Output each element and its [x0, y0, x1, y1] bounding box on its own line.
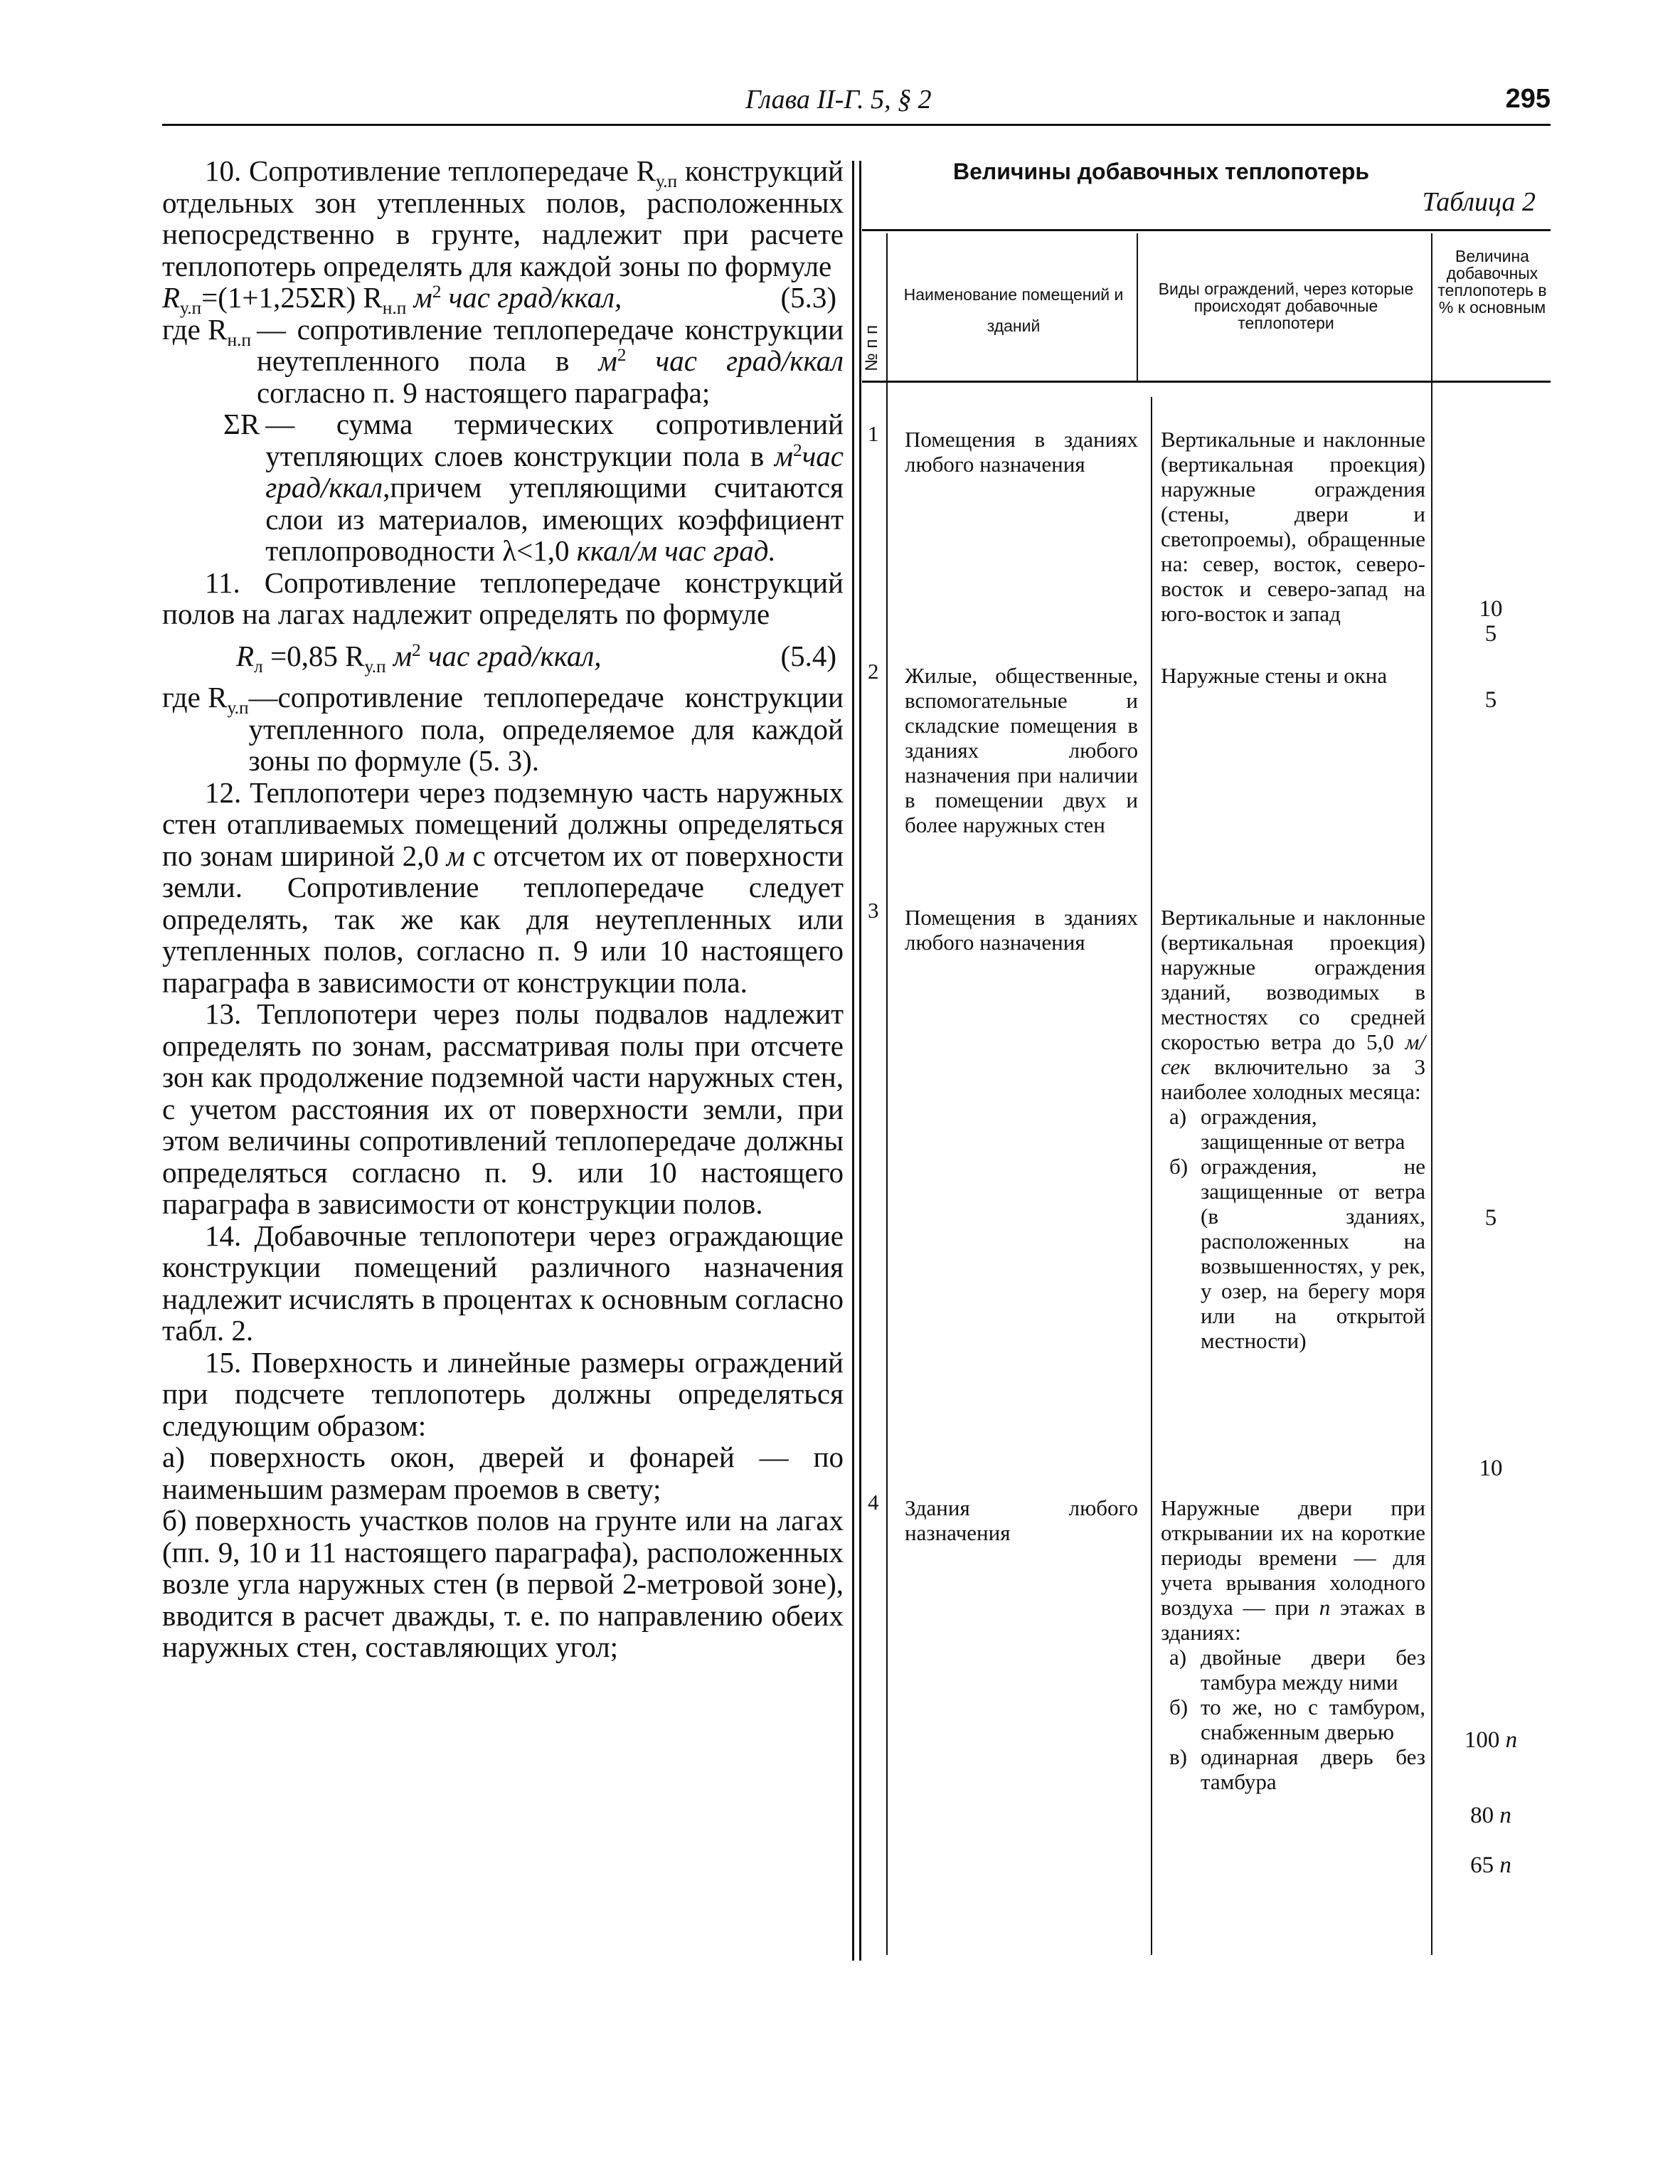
- row-value: 100 n: [1464, 1727, 1518, 1753]
- table-2: [862, 229, 1551, 1965]
- row-value: 10: [1479, 596, 1503, 622]
- row-types: Наружные двери при открывании их на короткие периоды времени — для учета врывания холодного воздуха — при n этажах в зданиях: а) двойные двери без тамбура между ними б) то же, но с тамбуром, снабженным дверью в) одинарная дверь без тамбура: [1161, 1495, 1425, 1794]
- definition-sum-r: ΣR — сумма термических сопротивлений утепляющих слоев конструкции пола в $м^2час$ град/ккал,причем утепляющими считаются слои из материалов, имеющих коэффициент теплопроводности λ<1,0 ккал/м час град.: [223, 408, 844, 567]
- paragraph-15: 15. Поверхность и линейные размеры ограждений при подсчете теплопотерь должны определяться следующим образом:: [162, 1345, 844, 1442]
- definition-rup: где $R_{у.п}$ —сопротивление теплопередаче конструкции утепленного пола, определяемое для каждой зоны по формуле (5. 3).: [162, 681, 844, 777]
- table-title: Величины добавочных теплопотерь: [953, 159, 1370, 184]
- row-number: 1: [868, 421, 879, 446]
- row-name: Здания любого назначения: [905, 1495, 1138, 1545]
- sub-item: в) одинарная дверь без тамбура: [1169, 1744, 1425, 1794]
- formula-5-4: $R_л =0,85$ $R_{у.п}$ $м^2$ час град/ккал, (5.4): [236, 639, 836, 677]
- row-types: Вертикальные и наклонные (вертикальная проекция) наружные ограждения зданий, возводимых в местностях со средней скоростью ветра до 5,0 м/сек включительно за 3 наиболее холодных месяца: а) ограждения, защищенные от ветра б) ограждения, не защищенные от ветра (в зданиях, расположенных на возвышенностях, у рек, у озер, на берегу моря или на открытой местности): [1161, 905, 1425, 1353]
- row-value: 10: [1479, 1456, 1503, 1481]
- paragraph-13: 13. Теплопотери через полы подвалов надлежит определять по зонам, рассматривая полы при отсчете зон как продолжение подземной части наружных стен, с учетом расстояния их от поверхности земли, при этом величины сопротивлений теплопередаче должны определяться согласно п. 9. или 10 настоящего параграфа в зависимости от конструкции полов.: [162, 997, 844, 1220]
- row-types: Наружные стены и окна: [1161, 663, 1388, 688]
- sub-item: а) ограждения, защищенные от ветра: [1169, 1104, 1405, 1154]
- page-header: [162, 84, 1551, 126]
- row-name: Помещения в зданиях любого назначения: [905, 427, 1138, 477]
- table-col-divider: [1137, 233, 1138, 381]
- header-value: Величина добавочных теплопотерь в % к основным: [1437, 247, 1547, 317]
- formula-5-3: $R_{у.п}=(1+1,25\Sigma R)$ $R_{н.п}$ $м^2$ час град/ккал, (5.3): [162, 281, 836, 318]
- sub-item: б) ограждения, не защищенные от ветра (в зданиях, расположенных на возвышенностях, у рек, у озер, на берегу моря или на открытой местности): [1169, 1154, 1425, 1353]
- formula-number: (5.4): [780, 639, 836, 672]
- row-types: Вертикальные и наклонные (вертикальная проекция) наружные ограждения (стены, двери и светопроемы), обращенные на: север, восток, северо-восток и северо-запад на юго-восток и запад: [1161, 427, 1425, 626]
- paragraph-15b: б) поверхность участков полов на грунте или на лагах (пп. 9, 10 и 11 настоящего параграфа), расположенных возле угла наружных стен (в первой 2-метровой зоне), вводится в расчет дважды, т. е. по направлению обеих наружных стен, составляющих угол;: [162, 1504, 844, 1663]
- table-col-divider: [886, 233, 888, 1955]
- row-value: 5: [1484, 1205, 1497, 1231]
- row-value: 5: [1484, 621, 1497, 647]
- running-title: Глава II-Г. 5, § 2: [745, 85, 932, 115]
- row-name: Помещения в зданиях любого назначения: [905, 905, 1138, 955]
- row-value: 65 n: [1470, 1852, 1511, 1878]
- definition-rnp: где $R_{н.п}$ — сопротивление теплопередаче конструкции неутепленного пола в $м^2$ час град/ккал согласно п. 9 настоящего параграфа;: [162, 312, 844, 409]
- table-header-rule: [862, 381, 1551, 383]
- column-separator: [852, 161, 861, 1961]
- paragraph-15a: а) поверхность окон, дверей и фонарей — по наименьшим размерам проемов в свету;: [162, 1441, 844, 1505]
- sub-item: б) то же, но с тамбуром, снабженным дверью: [1169, 1695, 1425, 1744]
- row-number: 2: [868, 659, 879, 684]
- paragraph-10: 10. Сопротивление теплопередаче $R_{у.п}$ конструкций отдельных зон утепленных полов, расположенных непосредственно в грунте, надлежит при расчете теплопотерь определять для каждой зоны по формуле: [162, 154, 844, 282]
- row-number: 3: [868, 898, 879, 923]
- row-name: Жилые, общественные, вспомогательные и складские помещения в зданиях любого назначения при наличии в помещении двух и более наружных стен: [905, 663, 1138, 837]
- header-types: Виды ограждений, через которые происходят добавочные теплопотери: [1158, 280, 1414, 332]
- paragraph-11: 11. Сопротивление теплопередаче конструкций полов на лагах надлежит определять по формуле: [162, 566, 844, 630]
- header-number: № п п: [862, 324, 881, 371]
- table-col-divider: [1151, 397, 1152, 1955]
- table-label: Таблица 2: [1422, 187, 1536, 217]
- table-col-divider: [1431, 233, 1432, 1955]
- formula-number: (5.3): [780, 281, 836, 314]
- paragraph-12: 12. Теплопотери через подземную часть наружных стен отапливаемых помещений должны определяться по зонам шириной 2,0 м с отсчетом их от поверхности земли. Сопротивление теплопередаче следует определять, так же как для неутепленных или утепленных полов, согласно п. 9 или 10 настоящего параграфа в зависимости от конструкции пола.: [162, 775, 844, 999]
- paragraph-14: 14. Добавочные теплопотери через ограждающие конструкции помещений различного назначения надлежит исчислять в процентах к основным согласно табл. 2.: [162, 1219, 844, 1347]
- page-number: 295: [1505, 84, 1551, 114]
- left-text-column: [162, 155, 844, 1663]
- table-top-rule: [862, 229, 1551, 231]
- sub-item: а) двойные двери без тамбура между ними: [1169, 1645, 1425, 1695]
- row-value: 5: [1484, 687, 1497, 713]
- row-number: 4: [868, 1490, 879, 1515]
- header-name: Наименование помещений и зданий: [903, 285, 1124, 335]
- row-value: 80 n: [1470, 1803, 1511, 1828]
